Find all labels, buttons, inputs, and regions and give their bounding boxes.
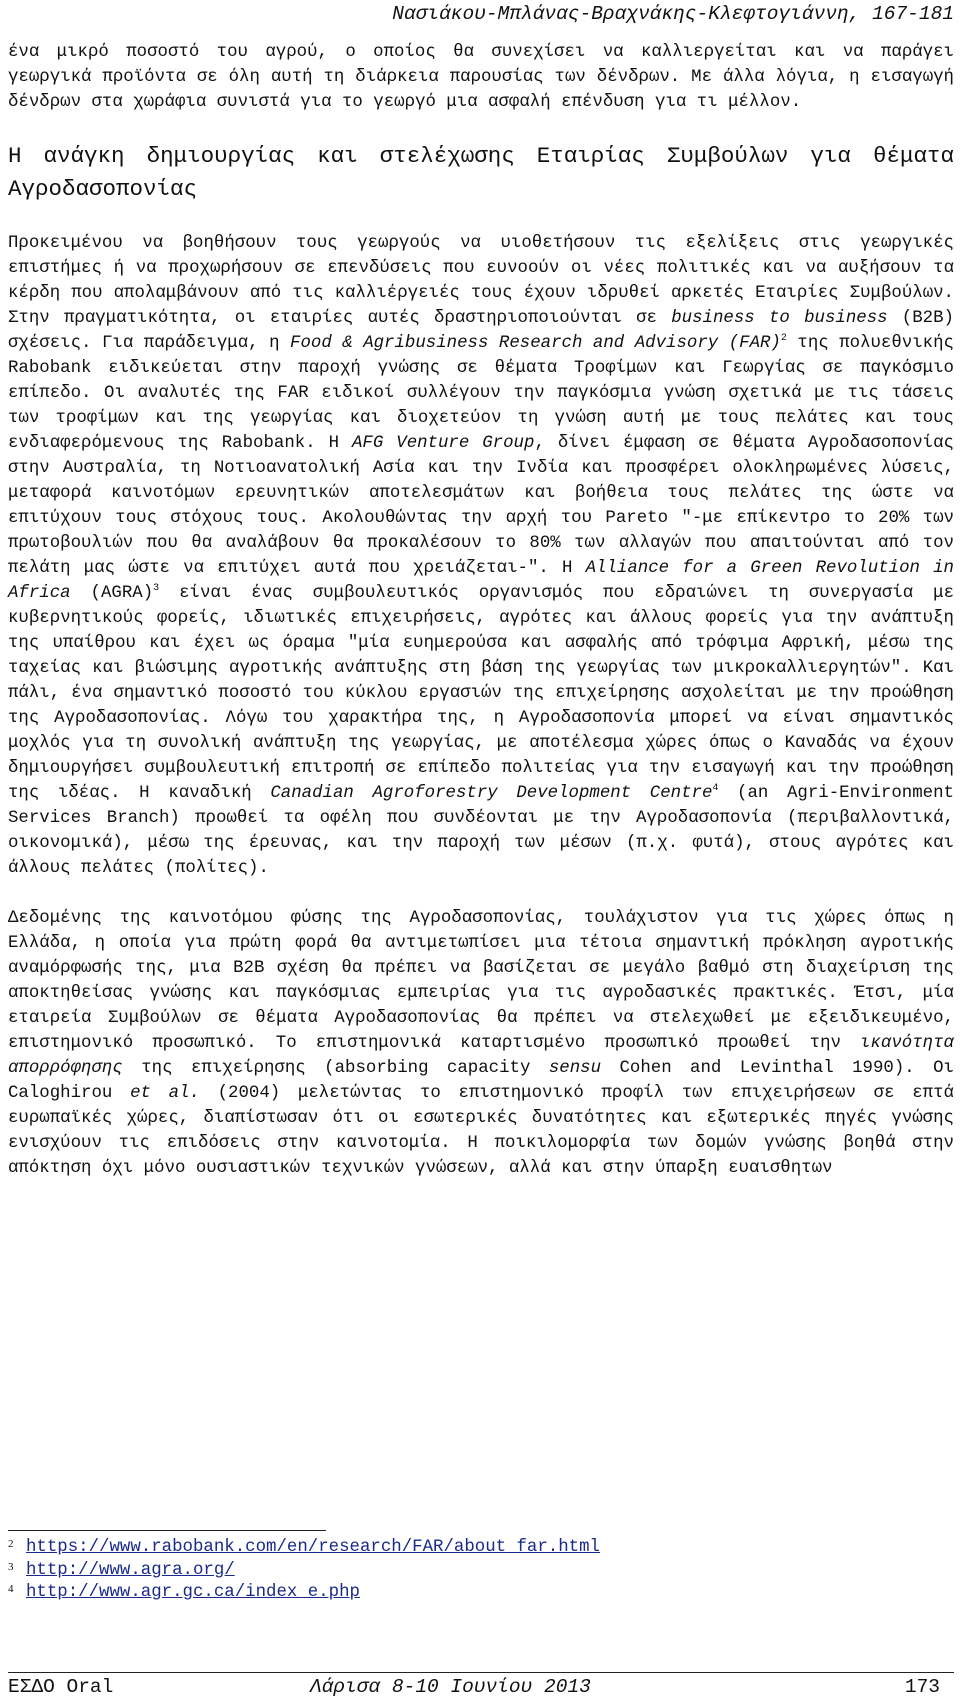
text-run: Cohen and Levinthal 1990). Οι Caloghirou: [8, 1059, 954, 1103]
footnote-number: 3: [8, 1560, 14, 1573]
italic-term: AFG Venture Group: [352, 434, 535, 453]
paragraph: ένα μικρό ποσοστό του αγρού, ο οποίος θα συνεχίσει να καλλιεργείται και να παράγει γεωργικά προϊόντα σε όλη αυτή τη διάρκεια παρουσίας των δένδρων. Με άλλα λόγια, η εισαγωγή δένδρων στα χωράφια συνιστά για το γεωργό μια ασφαλή επένδυση για τι μέλλον.: [8, 43, 954, 112]
text-run: της πολυεθνικής Rabobank ειδικεύεται στην παροχή γνώσης σε θέματα Τροφίμων και Γεωργίας σε παγκόσμιο επίπεδο. Οι αναλυτές της FAR ειδικοί συλλέγουν την παγκόσμια γνώση σχετικά με τις τάσεις των τροφίμων και της γεωργίας και διοχετεύον τη γνώση αυτή με τους πελάτες και τους ενδιαφερόμενους της Rabobank. Η: [8, 334, 954, 453]
paragraph: [8, 906, 954, 1181]
footnote-marker[interactable]: 2: [780, 333, 787, 345]
footnote-marker[interactable]: 4: [712, 783, 719, 795]
italic-term: et al.: [130, 1084, 200, 1103]
text-run: (2004) μελετώντας το επιστημονικό προφίλ των επιχειρήσεων σε επτά ευρωπαϊκές χώρες, διαπίστωσαν ότι οι εσωτερικές δυνατότητες και εξωτερικές πηγές γνώσης ενισχύουν τις επιδόσεις στην καινοτομία. Η ποικιλομορφία των δομών γνώσης βοηθά στην απόκτηση όχι μόνο ουσιαστικών τεχνικών γνώσεων, αλλά και στην ύπαρξη ευαισθητων: [8, 1084, 954, 1178]
body-text: [8, 40, 954, 1181]
footer-conference: ΕΣΔΟ Oral: [8, 1676, 114, 1698]
footnotes: [8, 1537, 600, 1605]
footnote-link[interactable]: https://www.rabobank.com/en/research/FAR/about_far.html: [26, 1538, 600, 1557]
text-run: (an Agri-Environment Services Branch) προωθεί τα οφέλη που συνδέονται με την Αγροδασοπονία (περιβαλλοντικά, οικονομικά), μέσω της έρευνας, και την παροχή των μέσων (π.χ. φυτά), στους αγρότες και άλλους πελάτες (πολίτες).: [8, 784, 954, 878]
text-run: (B2B) σχέσεις. Για παράδειγμα, η: [8, 309, 954, 353]
paragraph: [8, 231, 954, 881]
text-run: Προκειμένου να βοηθήσουν τους γεωργούς να υιοθετήσουν τις εξελίξεις στις γεωργικές επιστήμες ή να προχωρήσουν σε επενδύσεις που ευνοούν οι νέες πολιτικές και να αυξήσουν τα κέρδη που απολαμβάνουν από τις καλλιέργειές τους έχουν ιδρυθεί αρκετές Εταιρίες Συμβούλων. Στην πραγματικότητα, οι εταιρίες αυτές δραστηριοποιούνται σε: [8, 234, 954, 328]
text-run: Δεδομένης της καινοτόμου φύσης της Αγροδασοπονίας, τουλάχιστον για τις χώρες όπως η Ελλάδα, η οποία για πρώτη φορά θα αντιμετωπίσει μια τέτοια σημαντική πρόκληση αγροτικής αναμόρφωσής της, μια B2B σχέση θα πρέπει να βασίζεται σε μεγάλο βαθμό στη διαχείριση της αποκτηθείσας γνώσης και παγκόσμιας εμπειρίας για τις αγροδασικές πρακτικές. Έτσι, μία εταιρεία Συμβούλων σε θέματα Αγροδασοπονίας θα πρέπει να στελεχωθεί με εξειδικευμένο, επιστημονικό προσωπικό. Το επιστημονικά καταρτισμένο προσωπικό προωθεί την: [8, 909, 954, 1053]
text-run: , δίνει έμφαση σε θέματα Αγροδασοπονίας στην Αυστραλία, τη Νοτιοανατολική Ασία και την Ινδία και προσφέρει ολοκληρωμένες λύσεις, μεταφορά καινοτόμων ερευνητικών αποτελεσμάτων και βοήθεια τους πελάτες της ώστε να επιτύχουν τους στόχους τους. Ακολουθώντας την αρχή του Pareto "-με επίκεντρο το 20% των πρωτοβουλιών που θα αναλάβουν θα προκαλέσουν το 80% των αλλαγών που απαιτούνται από τον πελάτη μας ώστε να επιτύχει αυτά που χρειάζεται-". Η: [8, 434, 954, 578]
footnote-item: [8, 1582, 600, 1605]
text-run: είναι ένας συμβουλευτικός οργανισμός που εδραιώνει τη συνεργασία με κυβερνητικούς φορείς, ιδιωτικές επιχειρήσεις, αγρότες και άλλους φορείς για την ανάπτυξη της υπαίθρου και έχει ως όραμα "μία ευημερούσα και ασφαλής από τρόφιμα Αφρική, μέσω της ταχείας και βιώσιμης αγροτικής ανάπτυξης στη βάση της γεωργίας των μικροκαλλιεργητών". Και πάλι, ένα σημαντικό ποσοστό του κύκλου εργασιών της επιχείρησης ασχολείται με την προώθηση της Αγροδασοπονίας. Λόγω του χαρακτήρα της, η Αγροδασοπονία μπορεί να είναι σημαντικός μοχλός για τη συνολική ανάπτυξη της γεωργίας, με αποτέλεσμα χώρες όπως ο Καναδάς να έχουν δημιουργήσει συμβουλευτική επιτροπή σε επίπεδο πολιτείας για την εισαγωγή και την προώθηση της ιδέας. Η καναδική: [8, 584, 955, 803]
footnote-link[interactable]: http://www.agr.gc.ca/index_e.php: [26, 1583, 360, 1602]
footer-venue-date: Λάρισα 8-10 Ιουνίου 2013: [310, 1676, 591, 1698]
italic-term: sensu: [548, 1059, 602, 1078]
text-run: (AGRA): [70, 584, 154, 603]
footnote-number: 2: [8, 1538, 14, 1550]
footnote-link[interactable]: http://www.agra.org/: [26, 1560, 235, 1580]
footnote-number: 4: [8, 1583, 14, 1595]
italic-term: Food & Agribusiness Research and Advisory (FAR): [290, 334, 781, 353]
italic-term: business to business: [671, 309, 888, 328]
paper-page: [8, 0, 954, 1701]
italic-term: Alliance for a Green Revolution in Africa: [8, 559, 954, 603]
italic-term: Canadian Agroforestry Development Centre: [270, 784, 713, 803]
italic-term: ικανότητα απορρόφησης: [8, 1034, 954, 1078]
running-head: Νασιάκου-Μπλάνας-Βραχνάκης-Κλεφτογιάννη, 167-181: [392, 3, 954, 25]
section-title: Η ανάγκη δημιουργίας και στελέχωσης Εταιρίας Συμβούλων για θέματα Αγροδασοπονίας: [8, 143, 954, 202]
footnote-divider: [8, 1530, 326, 1531]
footnote-item: [8, 1537, 600, 1560]
page-number: 173: [904, 1676, 940, 1698]
footnote-marker[interactable]: 3: [153, 583, 160, 595]
footnote-item: [8, 1560, 600, 1583]
page-footer: [8, 1673, 954, 1701]
text-run: της επιχείρησης (absorbing capacity: [122, 1059, 549, 1078]
